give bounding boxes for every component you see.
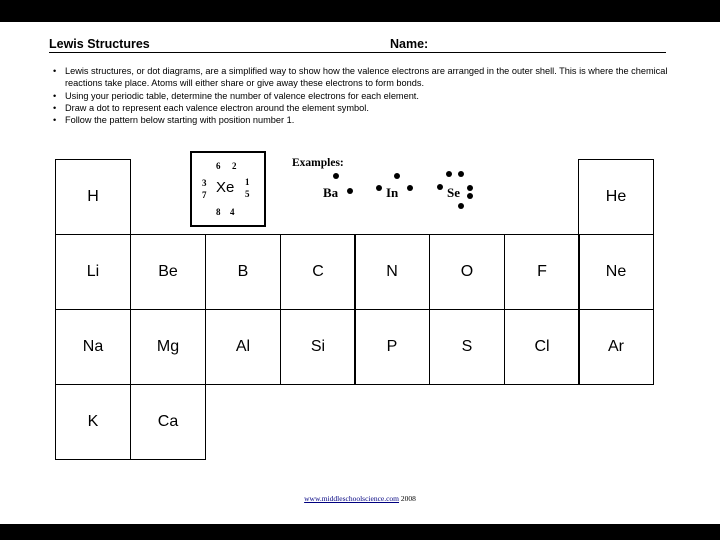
element-cell-li[interactable]: Li: [55, 234, 131, 310]
header-rule: [49, 52, 666, 53]
position-1: 1: [245, 177, 250, 187]
name-label: Name:: [390, 37, 429, 51]
element-cell-be[interactable]: Be: [130, 234, 206, 310]
position-3: 3: [202, 178, 207, 188]
electron-dot: [333, 173, 339, 179]
electron-dot: [407, 185, 413, 191]
instruction-item: • Lewis structures, or dot diagrams, are a simplified way to show how the valence electrons are arranged in the outer shell. This is where the chemical reactions take place. Atoms will either share or give away these electrons to form bonds.: [53, 66, 668, 89]
element-cell-o[interactable]: O: [429, 234, 505, 310]
position-2: 2: [232, 161, 237, 171]
examples-label: Examples:: [292, 157, 344, 169]
example-in-symbol: In: [386, 185, 399, 200]
element-cell-na[interactable]: Na: [55, 309, 131, 385]
element-cell-he[interactable]: He: [578, 159, 654, 235]
instruction-item: • Draw a dot to represent each valence electron around the element symbol.: [53, 102, 369, 113]
position-6: 6: [216, 161, 221, 171]
element-cell-b[interactable]: B: [205, 234, 281, 310]
position-7: 7: [202, 190, 207, 200]
instructions-list: [49, 65, 674, 126]
worksheet-title: Lewis Structures: [49, 37, 150, 51]
electron-dot: [458, 171, 464, 177]
element-cell-k[interactable]: K: [55, 384, 131, 460]
dot-position-key: [190, 151, 266, 227]
bullet-icon: •: [53, 66, 57, 76]
electron-dot: [394, 173, 400, 179]
bullet-icon: •: [53, 102, 57, 113]
example-se-symbol: Se: [447, 185, 460, 200]
element-cell-ne[interactable]: Ne: [578, 234, 654, 310]
element-cell-mg[interactable]: Mg: [130, 309, 206, 385]
electron-dot: [458, 203, 464, 209]
bottom-black-bar: [0, 524, 720, 540]
bullet-icon: •: [53, 115, 57, 126]
position-4: 4: [230, 207, 235, 217]
element-cell-si[interactable]: Si: [280, 309, 356, 385]
electron-dot: [446, 171, 452, 177]
key-element-symbol: Xe: [216, 179, 235, 196]
element-cell-cl[interactable]: Cl: [504, 309, 580, 385]
footer-link[interactable]: www.middleschoolscience.com: [304, 494, 400, 503]
electron-dot: [467, 185, 473, 191]
footer: [0, 494, 720, 503]
element-cell-ar[interactable]: Ar: [578, 309, 654, 385]
element-cell-ca[interactable]: Ca: [130, 384, 206, 460]
top-black-bar: [0, 0, 720, 22]
electron-dot: [437, 184, 443, 190]
position-8: 8: [216, 207, 221, 217]
element-cell-h[interactable]: H: [55, 159, 131, 235]
element-cell-n[interactable]: N: [354, 234, 430, 310]
instruction-item: • Using your periodic table, determine the number of valence electrons for each element.: [53, 90, 419, 101]
example-ba-symbol: Ba: [323, 185, 339, 200]
electron-dot: [347, 188, 353, 194]
instruction-item: • Follow the pattern below starting with position number 1.: [53, 115, 295, 126]
electron-dot: [376, 185, 382, 191]
element-cell-c[interactable]: C: [280, 234, 356, 310]
electron-dot: [467, 193, 473, 199]
element-cell-al[interactable]: Al: [205, 309, 281, 385]
element-cell-f[interactable]: F: [504, 234, 580, 310]
position-5: 5: [245, 189, 250, 199]
element-cell-p[interactable]: P: [354, 309, 430, 385]
bullet-icon: •: [53, 90, 57, 101]
element-cell-s[interactable]: S: [429, 309, 505, 385]
footer-year: 2008: [400, 494, 416, 503]
